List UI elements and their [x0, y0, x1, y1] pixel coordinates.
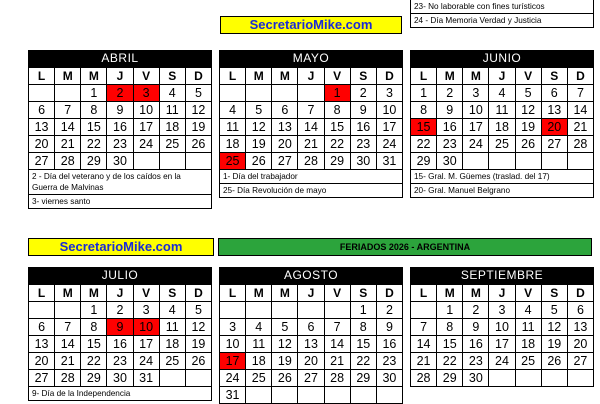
- day-cell: 9: [350, 102, 376, 119]
- day-cell: 12: [515, 102, 541, 119]
- day-cell: 20: [541, 119, 567, 136]
- day-cell: 7: [567, 85, 593, 102]
- weekday-header: M: [463, 68, 489, 85]
- weekday-header: J: [107, 68, 133, 85]
- empty-cell: [133, 153, 159, 170]
- day-cell: 10: [463, 102, 489, 119]
- weekday-header: J: [298, 285, 324, 302]
- day-cell: 4: [489, 85, 515, 102]
- day-cell: 23: [350, 136, 376, 153]
- weekday-header: M: [437, 68, 463, 85]
- holiday-notes: [28, 387, 212, 401]
- day-cell: 27: [541, 136, 567, 153]
- day-cell: 20: [272, 136, 298, 153]
- day-cell: 8: [81, 102, 107, 119]
- empty-cell: [220, 85, 246, 102]
- day-cell: 18: [159, 336, 185, 353]
- day-cell: 1: [437, 302, 463, 319]
- day-cell: 29: [350, 370, 376, 387]
- day-cell: 19: [515, 119, 541, 136]
- day-cell: 4: [515, 302, 541, 319]
- day-cell: 21: [324, 353, 350, 370]
- day-cell: 29: [81, 153, 107, 170]
- weekday-header: S: [159, 285, 185, 302]
- day-cell: 14: [55, 119, 81, 136]
- day-cell: 11: [489, 102, 515, 119]
- day-cell: 8: [81, 319, 107, 336]
- day-cell: 15: [81, 119, 107, 136]
- month-grid: [410, 284, 594, 387]
- day-cell: 1: [81, 302, 107, 319]
- day-cell: 22: [81, 136, 107, 153]
- day-cell: 21: [411, 353, 437, 370]
- day-cell: 6: [567, 302, 593, 319]
- day-cell: 31: [376, 153, 402, 170]
- day-cell: 30: [350, 153, 376, 170]
- day-cell: 4: [246, 319, 272, 336]
- month-september: [410, 267, 594, 387]
- weekday-header: M: [437, 285, 463, 302]
- day-cell: 25: [220, 153, 246, 170]
- day-cell: 20: [29, 136, 55, 153]
- weekday-header: M: [55, 285, 81, 302]
- day-cell: 16: [437, 119, 463, 136]
- empty-cell: [185, 370, 211, 387]
- day-cell: 3: [133, 302, 159, 319]
- day-cell: 9: [463, 319, 489, 336]
- weekday-header: D: [185, 285, 211, 302]
- empty-cell: [298, 85, 324, 102]
- brand-banner-bottom: SecretarioMike.com: [28, 238, 214, 256]
- day-cell: 12: [541, 319, 567, 336]
- day-cell: 30: [463, 370, 489, 387]
- day-cell: 10: [133, 102, 159, 119]
- day-cell: 11: [220, 119, 246, 136]
- day-cell: 26: [246, 153, 272, 170]
- day-cell: 28: [298, 153, 324, 170]
- empty-cell: [272, 302, 298, 319]
- day-cell: 15: [350, 336, 376, 353]
- day-cell: 16: [350, 119, 376, 136]
- day-cell: 28: [55, 370, 81, 387]
- weekday-header: V: [515, 285, 541, 302]
- weekday-header: M: [246, 68, 272, 85]
- day-cell: 21: [298, 136, 324, 153]
- day-cell: 26: [185, 136, 211, 153]
- day-cell: 1: [81, 85, 107, 102]
- day-cell: 8: [324, 102, 350, 119]
- day-cell: 15: [324, 119, 350, 136]
- day-cell: 1: [411, 85, 437, 102]
- day-cell: 2: [376, 302, 402, 319]
- day-cell: 6: [272, 102, 298, 119]
- day-cell: 10: [133, 319, 159, 336]
- day-cell: 10: [376, 102, 402, 119]
- day-cell: 10: [220, 336, 246, 353]
- day-cell: 8: [437, 319, 463, 336]
- day-cell: 12: [246, 119, 272, 136]
- day-cell: 19: [185, 119, 211, 136]
- day-cell: 24: [489, 353, 515, 370]
- day-cell: 12: [272, 336, 298, 353]
- month-title: JUNIO: [410, 50, 594, 67]
- empty-cell: [298, 387, 324, 404]
- holiday-note: 3- viernes santo: [29, 194, 211, 208]
- day-cell: 27: [298, 370, 324, 387]
- empty-cell: [29, 302, 55, 319]
- day-cell: 26: [272, 370, 298, 387]
- day-cell: 4: [159, 302, 185, 319]
- weekday-header: D: [567, 285, 593, 302]
- day-cell: 21: [567, 119, 593, 136]
- day-cell: 16: [463, 336, 489, 353]
- holiday-notes: [219, 170, 403, 198]
- day-cell: 3: [133, 85, 159, 102]
- holiday-note: 25- Día Revolución de mayo: [220, 183, 402, 197]
- day-cell: 8: [350, 319, 376, 336]
- empty-cell: [515, 370, 541, 387]
- weekday-header: S: [541, 285, 567, 302]
- holiday-notes: [28, 170, 212, 209]
- weekday-header: V: [515, 68, 541, 85]
- empty-cell: [298, 302, 324, 319]
- day-cell: 19: [185, 336, 211, 353]
- day-cell: 12: [185, 102, 211, 119]
- day-cell: 7: [411, 319, 437, 336]
- day-cell: 14: [298, 119, 324, 136]
- day-cell: 15: [81, 336, 107, 353]
- day-cell: 3: [489, 302, 515, 319]
- weekday-header: D: [567, 68, 593, 85]
- weekday-header: M: [246, 285, 272, 302]
- section-title-banner: FERIADOS 2026 - ARGENTINA: [218, 238, 592, 256]
- day-cell: 6: [298, 319, 324, 336]
- day-cell: 2: [463, 302, 489, 319]
- day-cell: 29: [324, 153, 350, 170]
- empty-cell: [567, 153, 593, 170]
- month-title: SEPTIEMBRE: [410, 267, 594, 284]
- top-notes-box: [410, 0, 594, 28]
- day-cell: 17: [220, 353, 246, 370]
- day-cell: 13: [272, 119, 298, 136]
- day-cell: 29: [437, 370, 463, 387]
- day-cell: 14: [567, 102, 593, 119]
- day-cell: 22: [324, 136, 350, 153]
- day-cell: 14: [411, 336, 437, 353]
- weekday-header: M: [272, 68, 298, 85]
- brand-banner-top: SecretarioMike.com: [220, 16, 402, 34]
- weekday-header: S: [541, 68, 567, 85]
- weekday-header: L: [29, 285, 55, 302]
- month-title: JULIO: [28, 267, 212, 284]
- day-cell: 29: [411, 153, 437, 170]
- day-cell: 7: [55, 102, 81, 119]
- day-cell: 7: [324, 319, 350, 336]
- day-cell: 23: [107, 353, 133, 370]
- day-cell: 24: [133, 353, 159, 370]
- empty-cell: [272, 85, 298, 102]
- day-cell: 24: [376, 136, 402, 153]
- day-cell: 26: [515, 136, 541, 153]
- day-cell: 31: [133, 370, 159, 387]
- month-title: MAYO: [219, 50, 403, 67]
- weekday-header: J: [489, 285, 515, 302]
- month-july: [28, 267, 212, 401]
- day-cell: 17: [133, 336, 159, 353]
- day-cell: 25: [515, 353, 541, 370]
- day-cell: 13: [29, 119, 55, 136]
- empty-cell: [541, 153, 567, 170]
- day-cell: 22: [411, 136, 437, 153]
- weekday-header: V: [133, 68, 159, 85]
- day-cell: 30: [107, 370, 133, 387]
- holiday-notes: [410, 170, 594, 198]
- day-cell: 2: [350, 85, 376, 102]
- day-cell: 16: [107, 119, 133, 136]
- day-cell: 14: [55, 336, 81, 353]
- day-cell: 27: [272, 153, 298, 170]
- empty-cell: [246, 387, 272, 404]
- note-item: 24 - Día Memoria Verdad y Justicia: [411, 13, 593, 27]
- day-cell: 25: [246, 370, 272, 387]
- month-title: ABRIL: [28, 50, 212, 67]
- day-cell: 25: [159, 353, 185, 370]
- empty-cell: [350, 387, 376, 404]
- month-may: [219, 50, 403, 198]
- day-cell: 22: [350, 353, 376, 370]
- empty-cell: [541, 370, 567, 387]
- day-cell: 18: [489, 119, 515, 136]
- day-cell: 23: [376, 353, 402, 370]
- month-grid: [28, 67, 212, 170]
- weekday-header: V: [133, 285, 159, 302]
- weekday-header: M: [55, 68, 81, 85]
- day-cell: 9: [376, 319, 402, 336]
- day-cell: 5: [272, 319, 298, 336]
- day-cell: 24: [463, 136, 489, 153]
- month-grid: [219, 284, 403, 404]
- empty-cell: [515, 153, 541, 170]
- day-cell: 22: [437, 353, 463, 370]
- empty-cell: [185, 153, 211, 170]
- empty-cell: [489, 370, 515, 387]
- day-cell: 28: [324, 370, 350, 387]
- day-cell: 20: [567, 336, 593, 353]
- day-cell: 28: [567, 136, 593, 153]
- day-cell: 23: [107, 136, 133, 153]
- day-cell: 26: [541, 353, 567, 370]
- day-cell: 28: [55, 153, 81, 170]
- weekday-header: S: [350, 68, 376, 85]
- day-cell: 9: [107, 102, 133, 119]
- day-cell: 21: [55, 136, 81, 153]
- day-cell: 4: [159, 85, 185, 102]
- day-cell: 2: [437, 85, 463, 102]
- day-cell: 7: [298, 102, 324, 119]
- weekday-header: D: [185, 68, 211, 85]
- day-cell: 18: [515, 336, 541, 353]
- weekday-header: M: [81, 68, 107, 85]
- weekday-header: D: [376, 68, 402, 85]
- weekday-header: L: [29, 68, 55, 85]
- day-cell: 18: [220, 136, 246, 153]
- day-cell: 3: [463, 85, 489, 102]
- month-grid: [28, 284, 212, 387]
- day-cell: 11: [246, 336, 272, 353]
- day-cell: 4: [220, 102, 246, 119]
- empty-cell: [272, 387, 298, 404]
- holiday-note: 9- Día de la Independencia: [32, 389, 131, 398]
- month-grid: [410, 67, 594, 170]
- month-grid: [219, 67, 403, 170]
- day-cell: 29: [81, 370, 107, 387]
- day-cell: 6: [29, 319, 55, 336]
- empty-cell: [463, 153, 489, 170]
- empty-cell: [220, 302, 246, 319]
- day-cell: 5: [185, 302, 211, 319]
- day-cell: 16: [376, 336, 402, 353]
- day-cell: 31: [220, 387, 246, 404]
- day-cell: 1: [324, 85, 350, 102]
- weekday-header: J: [489, 68, 515, 85]
- weekday-header: J: [107, 285, 133, 302]
- day-cell: 6: [29, 102, 55, 119]
- day-cell: 11: [159, 102, 185, 119]
- day-cell: 24: [220, 370, 246, 387]
- weekday-header: V: [324, 285, 350, 302]
- day-cell: 17: [376, 119, 402, 136]
- day-cell: 26: [185, 353, 211, 370]
- day-cell: 27: [29, 153, 55, 170]
- day-cell: 8: [411, 102, 437, 119]
- day-cell: 23: [437, 136, 463, 153]
- empty-cell: [55, 302, 81, 319]
- empty-cell: [29, 85, 55, 102]
- empty-cell: [567, 370, 593, 387]
- weekday-header: V: [324, 68, 350, 85]
- day-cell: 20: [298, 353, 324, 370]
- weekday-header: M: [272, 285, 298, 302]
- month-title: AGOSTO: [219, 267, 403, 284]
- holiday-note: 2 - Día del veterano y de los caídos en la Guerra de Malvinas: [32, 172, 181, 192]
- day-cell: 22: [81, 353, 107, 370]
- weekday-header: L: [220, 285, 246, 302]
- day-cell: 27: [567, 353, 593, 370]
- empty-cell: [246, 85, 272, 102]
- day-cell: 6: [541, 85, 567, 102]
- day-cell: 19: [272, 353, 298, 370]
- day-cell: 30: [107, 153, 133, 170]
- day-cell: 20: [29, 353, 55, 370]
- weekday-header: L: [411, 68, 437, 85]
- day-cell: 24: [133, 136, 159, 153]
- day-cell: 13: [298, 336, 324, 353]
- note-item: 23- No laborable con fines turísticos: [414, 2, 545, 11]
- day-cell: 28: [411, 370, 437, 387]
- empty-cell: [324, 387, 350, 404]
- day-cell: 13: [541, 102, 567, 119]
- weekday-header: M: [463, 285, 489, 302]
- day-cell: 3: [220, 319, 246, 336]
- day-cell: 27: [29, 370, 55, 387]
- empty-cell: [159, 370, 185, 387]
- weekday-header: L: [411, 285, 437, 302]
- weekday-header: D: [376, 285, 402, 302]
- day-cell: 23: [463, 353, 489, 370]
- day-cell: 25: [159, 136, 185, 153]
- day-cell: 19: [541, 336, 567, 353]
- day-cell: 9: [437, 102, 463, 119]
- day-cell: 21: [55, 353, 81, 370]
- empty-cell: [411, 302, 437, 319]
- day-cell: 13: [29, 336, 55, 353]
- day-cell: 17: [463, 119, 489, 136]
- day-cell: 5: [541, 302, 567, 319]
- day-cell: 3: [376, 85, 402, 102]
- holiday-note: 15- Gral. M. Güemes (traslad. del 17): [414, 172, 550, 181]
- weekday-header: S: [159, 68, 185, 85]
- day-cell: 11: [159, 319, 185, 336]
- month-june: [410, 50, 594, 198]
- empty-cell: [324, 302, 350, 319]
- day-cell: 2: [107, 85, 133, 102]
- day-cell: 2: [107, 302, 133, 319]
- day-cell: 17: [489, 336, 515, 353]
- day-cell: 5: [185, 85, 211, 102]
- day-cell: 13: [567, 319, 593, 336]
- day-cell: 16: [107, 336, 133, 353]
- day-cell: 5: [515, 85, 541, 102]
- empty-cell: [489, 153, 515, 170]
- month-august: [219, 267, 403, 404]
- day-cell: 9: [107, 319, 133, 336]
- day-cell: 10: [489, 319, 515, 336]
- day-cell: 18: [159, 119, 185, 136]
- empty-cell: [376, 387, 402, 404]
- day-cell: 5: [246, 102, 272, 119]
- day-cell: 7: [55, 319, 81, 336]
- day-cell: 15: [411, 119, 437, 136]
- day-cell: 30: [437, 153, 463, 170]
- day-cell: 30: [376, 370, 402, 387]
- weekday-header: S: [350, 285, 376, 302]
- weekday-header: M: [81, 285, 107, 302]
- day-cell: 18: [246, 353, 272, 370]
- month-april: [28, 50, 212, 209]
- day-cell: 25: [489, 136, 515, 153]
- day-cell: 11: [515, 319, 541, 336]
- day-cell: 14: [324, 336, 350, 353]
- empty-cell: [159, 153, 185, 170]
- day-cell: 15: [437, 336, 463, 353]
- weekday-header: L: [220, 68, 246, 85]
- holiday-note: 20- Gral. Manuel Belgrano: [411, 183, 593, 197]
- empty-cell: [246, 302, 272, 319]
- holiday-note: 1- Día del trabajador: [223, 172, 298, 181]
- day-cell: 19: [246, 136, 272, 153]
- day-cell: 12: [185, 319, 211, 336]
- empty-cell: [55, 85, 81, 102]
- day-cell: 17: [133, 119, 159, 136]
- weekday-header: J: [298, 68, 324, 85]
- day-cell: 1: [350, 302, 376, 319]
